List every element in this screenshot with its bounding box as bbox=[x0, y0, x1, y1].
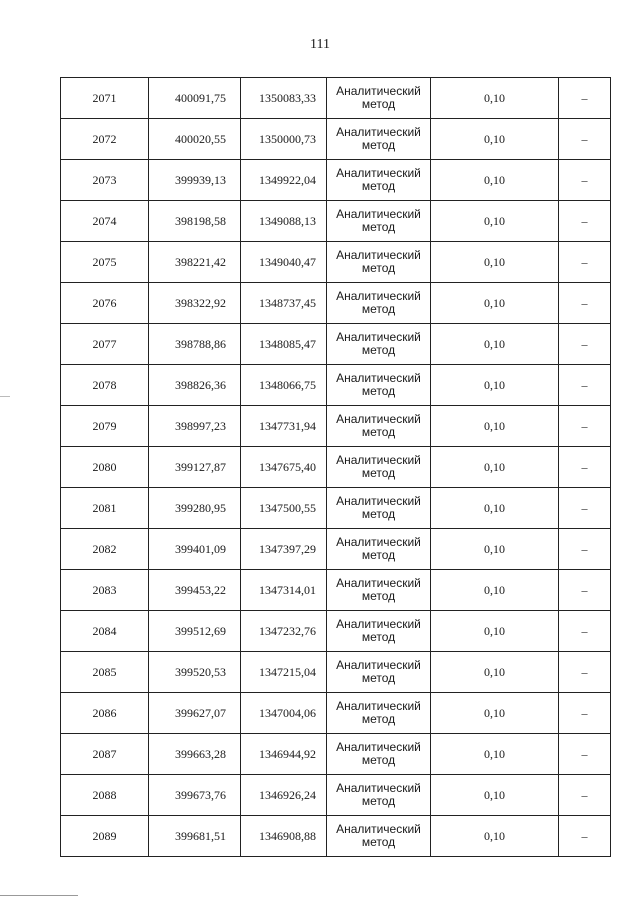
method-cell bbox=[327, 529, 431, 570]
description-cell: – bbox=[559, 160, 611, 201]
y-coordinate-cell: 1349088,13 bbox=[241, 201, 327, 242]
x-coordinate-cell: 398198,58 bbox=[149, 201, 241, 242]
method-cell bbox=[327, 570, 431, 611]
x-coordinate-cell: 398788,86 bbox=[149, 324, 241, 365]
x-coordinate-cell: 399401,09 bbox=[149, 529, 241, 570]
method-line-1: Аналитический bbox=[336, 84, 421, 98]
point-number-cell: 2076 bbox=[61, 283, 149, 324]
method-line-1: Аналитический bbox=[336, 658, 421, 672]
method-line-1: Аналитический bbox=[336, 371, 421, 385]
description-cell: – bbox=[559, 488, 611, 529]
method-cell bbox=[327, 652, 431, 693]
x-coordinate-cell: 399453,22 bbox=[149, 570, 241, 611]
method-line-1: Аналитический bbox=[336, 822, 421, 836]
table-row bbox=[61, 693, 611, 734]
description-cell: – bbox=[559, 816, 611, 857]
precision-cell: 0,10 bbox=[431, 529, 559, 570]
precision-cell: 0,10 bbox=[431, 816, 559, 857]
x-coordinate-cell: 399520,53 bbox=[149, 652, 241, 693]
x-coordinate-cell: 399681,51 bbox=[149, 816, 241, 857]
method-cell bbox=[327, 734, 431, 775]
point-number-cell: 2071 bbox=[61, 78, 149, 119]
point-number-cell: 2079 bbox=[61, 406, 149, 447]
y-coordinate-cell: 1349922,04 bbox=[241, 160, 327, 201]
x-coordinate-cell: 399673,76 bbox=[149, 775, 241, 816]
method-line-1: Аналитический bbox=[336, 576, 421, 590]
y-coordinate-cell: 1347314,01 bbox=[241, 570, 327, 611]
method-line-2: метод bbox=[361, 261, 396, 275]
coordinates-table bbox=[60, 77, 611, 857]
x-coordinate-cell: 399512,69 bbox=[149, 611, 241, 652]
scan-bottom-mark bbox=[0, 895, 78, 896]
y-coordinate-cell: 1347675,40 bbox=[241, 447, 327, 488]
page-number: 111 bbox=[310, 37, 330, 52]
method-line-1: Аналитический bbox=[336, 494, 421, 508]
x-coordinate-cell: 399280,95 bbox=[149, 488, 241, 529]
table-row bbox=[61, 242, 611, 283]
method-cell bbox=[327, 78, 431, 119]
precision-cell: 0,10 bbox=[431, 693, 559, 734]
x-coordinate-cell: 399127,87 bbox=[149, 447, 241, 488]
method-line-2: метод bbox=[361, 97, 396, 111]
point-number-cell: 2087 bbox=[61, 734, 149, 775]
precision-cell: 0,10 bbox=[431, 283, 559, 324]
description-cell: – bbox=[559, 242, 611, 283]
precision-cell: 0,10 bbox=[431, 365, 559, 406]
method-line-2: метод bbox=[361, 671, 396, 685]
method-cell bbox=[327, 201, 431, 242]
table-row bbox=[61, 160, 611, 201]
method-line-2: метод bbox=[361, 220, 396, 234]
y-coordinate-cell: 1346908,88 bbox=[241, 816, 327, 857]
method-line-2: метод bbox=[361, 507, 396, 521]
method-cell bbox=[327, 816, 431, 857]
y-coordinate-cell: 1346944,92 bbox=[241, 734, 327, 775]
method-cell bbox=[327, 119, 431, 160]
method-cell bbox=[327, 693, 431, 734]
precision-cell: 0,10 bbox=[431, 406, 559, 447]
point-number-cell: 2074 bbox=[61, 201, 149, 242]
method-cell bbox=[327, 406, 431, 447]
description-cell: – bbox=[559, 611, 611, 652]
method-line-1: Аналитический bbox=[336, 248, 421, 262]
table-row bbox=[61, 324, 611, 365]
x-coordinate-cell: 398997,23 bbox=[149, 406, 241, 447]
description-cell: – bbox=[559, 324, 611, 365]
table-row bbox=[61, 652, 611, 693]
table-row bbox=[61, 488, 611, 529]
method-line-2: метод bbox=[361, 835, 396, 849]
scan-margin-mark bbox=[0, 396, 10, 397]
precision-cell: 0,10 bbox=[431, 160, 559, 201]
table-row bbox=[61, 201, 611, 242]
description-cell: – bbox=[559, 570, 611, 611]
y-coordinate-cell: 1347232,76 bbox=[241, 611, 327, 652]
description-cell: – bbox=[559, 693, 611, 734]
y-coordinate-cell: 1348066,75 bbox=[241, 365, 327, 406]
y-coordinate-cell: 1350083,33 bbox=[241, 78, 327, 119]
point-number-cell: 2077 bbox=[61, 324, 149, 365]
method-line-1: Аналитический bbox=[336, 453, 421, 467]
y-coordinate-cell: 1348737,45 bbox=[241, 283, 327, 324]
y-coordinate-cell: 1349040,47 bbox=[241, 242, 327, 283]
method-cell bbox=[327, 775, 431, 816]
y-coordinate-cell: 1347500,55 bbox=[241, 488, 327, 529]
point-number-cell: 2086 bbox=[61, 693, 149, 734]
method-cell bbox=[327, 242, 431, 283]
method-cell bbox=[327, 283, 431, 324]
description-cell: – bbox=[559, 78, 611, 119]
point-number-cell: 2089 bbox=[61, 816, 149, 857]
method-line-1: Аналитический bbox=[336, 125, 421, 139]
method-line-1: Аналитический bbox=[336, 617, 421, 631]
method-cell bbox=[327, 324, 431, 365]
description-cell: – bbox=[559, 734, 611, 775]
precision-cell: 0,10 bbox=[431, 488, 559, 529]
x-coordinate-cell: 398322,92 bbox=[149, 283, 241, 324]
precision-cell: 0,10 bbox=[431, 652, 559, 693]
y-coordinate-cell: 1347731,94 bbox=[241, 406, 327, 447]
precision-cell: 0,10 bbox=[431, 775, 559, 816]
method-line-2: метод bbox=[361, 630, 396, 644]
precision-cell: 0,10 bbox=[431, 324, 559, 365]
table-row bbox=[61, 447, 611, 488]
method-line-1: Аналитический bbox=[336, 289, 421, 303]
method-line-2: метод bbox=[361, 343, 396, 357]
method-cell bbox=[327, 160, 431, 201]
description-cell: – bbox=[559, 283, 611, 324]
method-line-1: Аналитический bbox=[336, 330, 421, 344]
x-coordinate-cell: 399663,28 bbox=[149, 734, 241, 775]
table-row bbox=[61, 119, 611, 160]
x-coordinate-cell: 400091,75 bbox=[149, 78, 241, 119]
precision-cell: 0,10 bbox=[431, 201, 559, 242]
table-row bbox=[61, 570, 611, 611]
method-line-2: метод bbox=[361, 712, 396, 726]
y-coordinate-cell: 1347004,06 bbox=[241, 693, 327, 734]
y-coordinate-cell: 1348085,47 bbox=[241, 324, 327, 365]
method-line-1: Аналитический bbox=[336, 166, 421, 180]
x-coordinate-cell: 399627,07 bbox=[149, 693, 241, 734]
method-cell bbox=[327, 447, 431, 488]
method-line-2: метод bbox=[361, 753, 396, 767]
description-cell: – bbox=[559, 201, 611, 242]
method-line-2: метод bbox=[361, 466, 396, 480]
table-row bbox=[61, 775, 611, 816]
description-cell: – bbox=[559, 775, 611, 816]
point-number-cell: 2088 bbox=[61, 775, 149, 816]
precision-cell: 0,10 bbox=[431, 242, 559, 283]
table-row bbox=[61, 283, 611, 324]
point-number-cell: 2084 bbox=[61, 611, 149, 652]
method-line-2: метод bbox=[361, 302, 396, 316]
table-row bbox=[61, 816, 611, 857]
method-line-2: метод bbox=[361, 179, 396, 193]
method-line-2: метод bbox=[361, 425, 396, 439]
table-row bbox=[61, 734, 611, 775]
description-cell: – bbox=[559, 529, 611, 570]
table-row bbox=[61, 365, 611, 406]
method-line-2: метод bbox=[361, 794, 396, 808]
x-coordinate-cell: 398826,36 bbox=[149, 365, 241, 406]
method-line-1: Аналитический bbox=[336, 740, 421, 754]
method-line-1: Аналитический bbox=[336, 207, 421, 221]
y-coordinate-cell: 1350000,73 bbox=[241, 119, 327, 160]
x-coordinate-cell: 398221,42 bbox=[149, 242, 241, 283]
point-number-cell: 2075 bbox=[61, 242, 149, 283]
coordinates-table-body bbox=[61, 78, 611, 857]
method-line-2: метод bbox=[361, 138, 396, 152]
table-row bbox=[61, 611, 611, 652]
precision-cell: 0,10 bbox=[431, 78, 559, 119]
method-line-1: Аналитический bbox=[336, 412, 421, 426]
precision-cell: 0,10 bbox=[431, 447, 559, 488]
y-coordinate-cell: 1347215,04 bbox=[241, 652, 327, 693]
method-line-1: Аналитический bbox=[336, 535, 421, 549]
point-number-cell: 2082 bbox=[61, 529, 149, 570]
x-coordinate-cell: 400020,55 bbox=[149, 119, 241, 160]
precision-cell: 0,10 bbox=[431, 611, 559, 652]
point-number-cell: 2078 bbox=[61, 365, 149, 406]
point-number-cell: 2083 bbox=[61, 570, 149, 611]
y-coordinate-cell: 1347397,29 bbox=[241, 529, 327, 570]
precision-cell: 0,10 bbox=[431, 570, 559, 611]
point-number-cell: 2080 bbox=[61, 447, 149, 488]
y-coordinate-cell: 1346926,24 bbox=[241, 775, 327, 816]
table-row bbox=[61, 529, 611, 570]
method-line-2: метод bbox=[361, 548, 396, 562]
method-line-2: метод bbox=[361, 384, 396, 398]
point-number-cell: 2081 bbox=[61, 488, 149, 529]
description-cell: – bbox=[559, 365, 611, 406]
method-cell bbox=[327, 365, 431, 406]
method-line-2: метод bbox=[361, 589, 396, 603]
table-row bbox=[61, 78, 611, 119]
method-line-1: Аналитический bbox=[336, 699, 421, 713]
method-line-1: Аналитический bbox=[336, 781, 421, 795]
x-coordinate-cell: 399939,13 bbox=[149, 160, 241, 201]
method-cell bbox=[327, 488, 431, 529]
point-number-cell: 2072 bbox=[61, 119, 149, 160]
description-cell: – bbox=[559, 406, 611, 447]
precision-cell: 0,10 bbox=[431, 734, 559, 775]
description-cell: – bbox=[559, 447, 611, 488]
description-cell: – bbox=[559, 652, 611, 693]
table-row bbox=[61, 406, 611, 447]
point-number-cell: 2073 bbox=[61, 160, 149, 201]
point-number-cell: 2085 bbox=[61, 652, 149, 693]
method-cell bbox=[327, 611, 431, 652]
description-cell: – bbox=[559, 119, 611, 160]
precision-cell: 0,10 bbox=[431, 119, 559, 160]
